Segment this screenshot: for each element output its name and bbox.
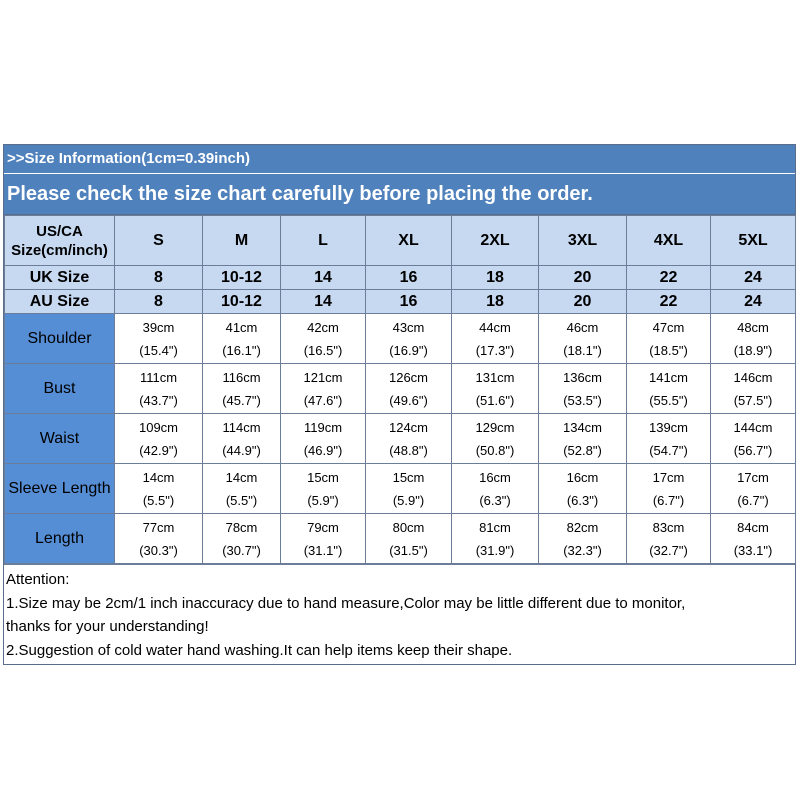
measurement-cell bbox=[627, 364, 711, 414]
us-size-label: US/CA Size(cm/inch) bbox=[5, 216, 115, 266]
measurement-inch: (30.3") bbox=[139, 542, 178, 558]
measurement-inch: (52.8") bbox=[563, 442, 602, 458]
measurement-cell bbox=[711, 414, 796, 464]
measurement-cm: 121cm bbox=[303, 369, 343, 385]
measurement-cell bbox=[281, 414, 366, 464]
measurement-inch: (16.9") bbox=[389, 342, 428, 358]
measurement-cell bbox=[281, 364, 366, 414]
measurement-cm: 15cm bbox=[392, 469, 425, 485]
measurement-cm: 126cm bbox=[388, 369, 429, 385]
measurement-inch: (6.7") bbox=[737, 492, 769, 508]
measurement-inch: (51.6") bbox=[475, 392, 515, 408]
us-size-cell: L bbox=[281, 216, 366, 266]
measurement-cell bbox=[452, 414, 539, 464]
measurement-cm: 15cm bbox=[307, 469, 339, 485]
uk-size-cell: 20 bbox=[539, 266, 627, 290]
measurement-cell bbox=[452, 514, 539, 564]
measurement-cm: 114cm bbox=[222, 419, 261, 435]
measurement-cell bbox=[627, 414, 711, 464]
size-table bbox=[4, 215, 796, 564]
measurement-inch: (5.9") bbox=[307, 492, 339, 508]
measurement-label: Bust bbox=[5, 364, 115, 414]
measurement-cm: 129cm bbox=[475, 419, 515, 435]
measurement-cell bbox=[366, 414, 452, 464]
measurement-cell bbox=[281, 464, 366, 514]
measurement-inch: (5.5") bbox=[225, 492, 258, 508]
note-line-2: thanks for your understanding! bbox=[6, 618, 209, 635]
measurement-cm: 111cm bbox=[139, 369, 178, 385]
uk-size-cell: 24 bbox=[711, 266, 796, 290]
measurement-cell bbox=[281, 314, 366, 364]
measurement-cm: 144cm bbox=[733, 419, 773, 435]
measurement-cm: 77cm bbox=[142, 519, 175, 535]
measurement-inch: (15.4") bbox=[139, 342, 178, 358]
measurement-cm: 48cm bbox=[737, 319, 769, 335]
measurement-cm: 80cm bbox=[392, 519, 425, 535]
measurement-cell bbox=[452, 464, 539, 514]
measurement-inch: (18.9") bbox=[733, 342, 773, 358]
measurement-row bbox=[5, 414, 796, 464]
measurement-cm: 146cm bbox=[733, 369, 773, 385]
measurement-inch: (16.5") bbox=[303, 342, 343, 358]
measurement-inch: (53.5") bbox=[563, 392, 602, 408]
au-size-cell: 14 bbox=[281, 290, 366, 314]
measurement-inch: (50.8") bbox=[475, 442, 515, 458]
measurement-inch: (6.3") bbox=[566, 492, 599, 508]
measurement-cm: 14cm bbox=[142, 469, 175, 485]
measurement-cm: 139cm bbox=[648, 419, 689, 435]
measurement-row bbox=[5, 514, 796, 564]
uk-size-cell: 14 bbox=[281, 266, 366, 290]
measurement-cell bbox=[203, 314, 281, 364]
measurement-cell bbox=[366, 464, 452, 514]
au-size-cell: 22 bbox=[627, 290, 711, 314]
size-chart bbox=[3, 144, 796, 665]
measurement-cm: 78cm bbox=[225, 519, 258, 535]
measurement-cm: 116cm bbox=[222, 369, 261, 385]
measurement-inch: (30.7") bbox=[222, 542, 261, 558]
measurement-inch: (46.9") bbox=[303, 442, 343, 458]
measurement-cm: 46cm bbox=[566, 319, 599, 335]
measurement-label: Sleeve Length bbox=[5, 464, 115, 514]
us-size-cell: S bbox=[115, 216, 203, 266]
measurement-inch: (55.5") bbox=[649, 392, 688, 408]
measurement-cell bbox=[539, 314, 627, 364]
measurement-cell bbox=[539, 364, 627, 414]
uk-size-cell: 16 bbox=[366, 266, 452, 290]
measurement-cm: 136cm bbox=[562, 369, 603, 385]
measurement-cell bbox=[366, 514, 452, 564]
au-size-cell: 18 bbox=[452, 290, 539, 314]
measurement-cell bbox=[203, 464, 281, 514]
measurement-cell bbox=[711, 364, 796, 414]
measurement-cm: 109cm bbox=[138, 419, 179, 435]
us-size-cell: 5XL bbox=[711, 216, 796, 266]
measurement-cm: 124cm bbox=[388, 419, 429, 435]
us-size-cell: 2XL bbox=[452, 216, 539, 266]
measurement-row bbox=[5, 314, 796, 364]
measurement-inch: (45.7") bbox=[222, 392, 261, 408]
measurement-label: Shoulder bbox=[5, 314, 115, 364]
measurement-cell bbox=[281, 514, 366, 564]
measurement-inch: (6.7") bbox=[652, 492, 685, 508]
measurement-cm: 42cm bbox=[307, 319, 339, 335]
measurement-cm: 47cm bbox=[652, 319, 685, 335]
measurement-cell bbox=[627, 314, 711, 364]
au-size-label: AU Size bbox=[5, 290, 115, 314]
measurement-cell bbox=[711, 514, 796, 564]
size-chart-instruction: Please check the size chart carefully before placing the order. bbox=[4, 174, 795, 215]
measurement-inch: (16.1") bbox=[222, 342, 261, 358]
measurement-cell bbox=[115, 414, 203, 464]
measurement-cm: 41cm bbox=[225, 319, 258, 335]
measurement-inch: (6.3") bbox=[479, 492, 511, 508]
measurement-cm: 39cm bbox=[142, 319, 175, 335]
uk-size-cell: 22 bbox=[627, 266, 711, 290]
au-size-cell: 16 bbox=[366, 290, 452, 314]
note-line-1: 1.Size may be 2cm/1 inch inaccuracy due to hand measure,Color may be little different due to monitor, bbox=[6, 594, 686, 612]
measurement-inch: (32.7") bbox=[649, 542, 688, 558]
measurement-cm: 83cm bbox=[652, 519, 685, 535]
size-info-title: >>Size Information(1cm=0.39inch) bbox=[4, 145, 795, 174]
measurement-cell bbox=[627, 514, 711, 564]
measurement-cm: 79cm bbox=[307, 519, 339, 535]
measurement-cm: 44cm bbox=[479, 319, 511, 335]
measurement-inch: (54.7") bbox=[649, 442, 688, 458]
measurement-cell bbox=[366, 314, 452, 364]
measurement-cm: 16cm bbox=[479, 469, 511, 485]
us-size-row bbox=[5, 216, 796, 266]
measurement-inch: (31.5") bbox=[389, 542, 428, 558]
measurement-cm: 82cm bbox=[566, 519, 599, 535]
attention-notes bbox=[4, 564, 795, 664]
measurement-inch: (5.9") bbox=[392, 492, 425, 508]
attention-heading: Attention: bbox=[6, 571, 70, 588]
measurement-cell bbox=[203, 364, 281, 414]
measurement-cell bbox=[539, 414, 627, 464]
measurement-row bbox=[5, 464, 796, 514]
measurement-cm: 131cm bbox=[475, 369, 515, 385]
measurement-cm: 81cm bbox=[479, 519, 511, 535]
measurement-cell bbox=[115, 514, 203, 564]
measurement-inch: (42.9") bbox=[139, 442, 178, 458]
au-size-cell: 10-12 bbox=[203, 290, 281, 314]
us-size-cell: 3XL bbox=[539, 216, 627, 266]
measurement-inch: (56.7") bbox=[733, 442, 773, 458]
measurement-cm: 43cm bbox=[392, 319, 425, 335]
au-size-row bbox=[5, 290, 796, 314]
measurement-inch: (18.5") bbox=[649, 342, 688, 358]
measurement-label: Length bbox=[5, 514, 115, 564]
measurement-cell bbox=[711, 314, 796, 364]
measurement-inch: (33.1") bbox=[733, 542, 773, 558]
measurement-cm: 14cm bbox=[225, 469, 258, 485]
measurement-cell bbox=[203, 514, 281, 564]
us-size-cell: M bbox=[203, 216, 281, 266]
measurement-cell bbox=[115, 364, 203, 414]
measurement-inch: (48.8") bbox=[389, 442, 428, 458]
measurement-cell bbox=[452, 314, 539, 364]
measurement-cell bbox=[203, 414, 281, 464]
measurement-cell bbox=[627, 464, 711, 514]
us-size-cell: XL bbox=[366, 216, 452, 266]
uk-size-row bbox=[5, 266, 796, 290]
measurement-inch: (47.6") bbox=[303, 392, 343, 408]
note-line-3: 2.Suggestion of cold water hand washing.It can help items keep their shape. bbox=[6, 641, 513, 659]
measurement-cm: 141cm bbox=[648, 369, 689, 385]
measurement-cell bbox=[115, 464, 203, 514]
measurement-cell bbox=[539, 514, 627, 564]
measurement-cm: 134cm bbox=[562, 419, 603, 435]
measurement-inch: (49.6") bbox=[389, 392, 428, 408]
measurement-cm: 119cm bbox=[303, 419, 343, 435]
measurement-inch: (18.1") bbox=[563, 342, 602, 358]
measurement-inch: (31.9") bbox=[475, 542, 515, 558]
measurement-cell bbox=[711, 464, 796, 514]
measurement-inch: (57.5") bbox=[733, 392, 773, 408]
measurement-row bbox=[5, 364, 796, 414]
measurement-inch: (32.3") bbox=[563, 542, 602, 558]
measurement-inch: (43.7") bbox=[139, 392, 178, 408]
uk-size-cell: 8 bbox=[115, 266, 203, 290]
measurement-cm: 17cm bbox=[652, 469, 685, 485]
au-size-cell: 20 bbox=[539, 290, 627, 314]
au-size-cell: 24 bbox=[711, 290, 796, 314]
uk-size-cell: 10-12 bbox=[203, 266, 281, 290]
measurement-cm: 17cm bbox=[737, 469, 769, 485]
measurement-inch: (17.3") bbox=[475, 342, 515, 358]
measurement-inch: (31.1") bbox=[303, 542, 343, 558]
uk-size-cell: 18 bbox=[452, 266, 539, 290]
measurement-cm: 16cm bbox=[566, 469, 599, 485]
uk-size-label: UK Size bbox=[5, 266, 115, 290]
measurement-inch: (44.9") bbox=[222, 442, 261, 458]
measurement-inch: (5.5") bbox=[142, 492, 175, 508]
measurement-cell bbox=[452, 364, 539, 414]
au-size-cell: 8 bbox=[115, 290, 203, 314]
measurement-cm: 84cm bbox=[737, 519, 769, 535]
measurement-cell bbox=[366, 364, 452, 414]
us-size-cell: 4XL bbox=[627, 216, 711, 266]
measurement-cell bbox=[115, 314, 203, 364]
measurement-cell bbox=[539, 464, 627, 514]
measurement-label: Waist bbox=[5, 414, 115, 464]
